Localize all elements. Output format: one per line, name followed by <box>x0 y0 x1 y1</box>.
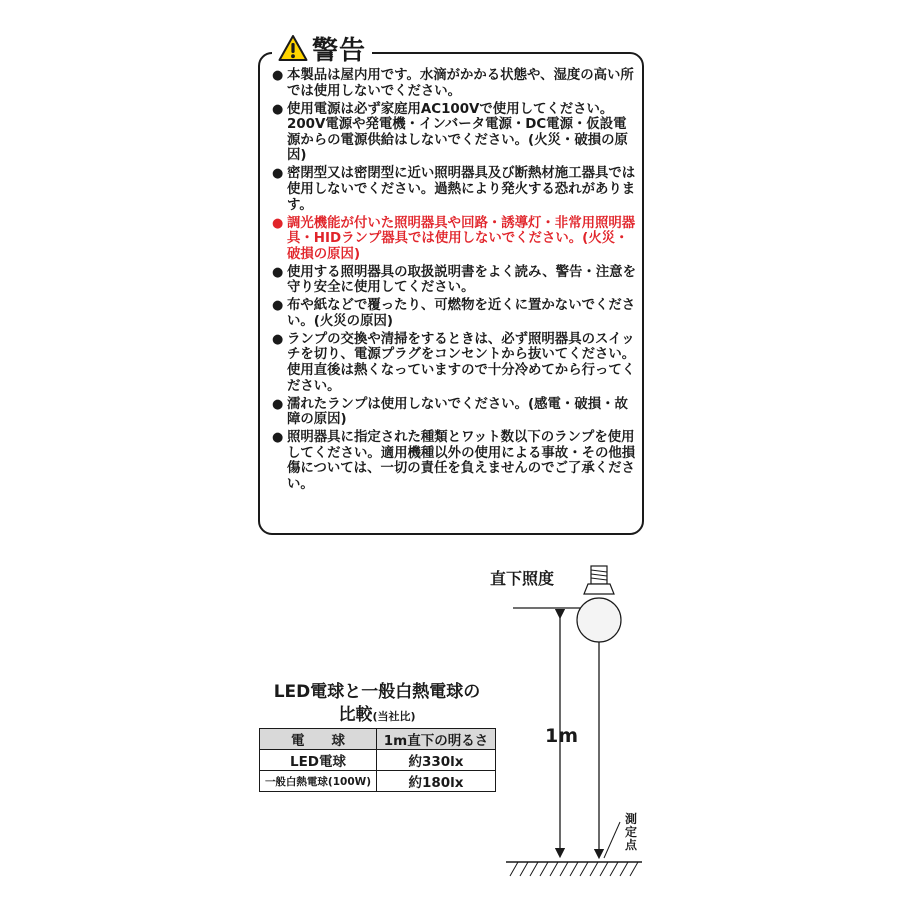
comparison-subtitle-main: 比較 <box>338 705 373 725</box>
warning-item: ● 本製品は屋内用です。水滴がかかる状態や、湿度の高い所では使用しないでください。 <box>272 68 638 99</box>
distance-label: 1m <box>545 725 579 747</box>
table-cell: 約180lx <box>377 771 496 792</box>
warning-item-highlighted: ● 調光機能が付いた照明器具や回路・誘導灯・非常用照明器具・HIDランプ器具では使用しないでください。(火災・破損の原因) <box>272 216 638 263</box>
diagram-title: 直下照度 <box>490 569 555 588</box>
measure-pointer-line <box>604 822 620 858</box>
table-header-bulb: 電 球 <box>260 729 377 750</box>
warning-item: ● 濡れたランプは使用しないでください。(感電・破損・故障の原因) <box>272 397 638 428</box>
table-cell: 約330lx <box>377 750 496 771</box>
warning-item: ● 使用電源は必ず家庭用AC100Vで使用してください。200V電源や発電機・インバータ電源・DC電源・仮設電源からの電源供給はしないでください。(火災・破損の原因) <box>272 102 638 164</box>
warning-item: ● 照明器具に指定された種類とワット数以下のランプを使用してください。適用機種以外の使用による事故・その他損傷については、一切の責任を負えませんのでご了承ください。 <box>272 430 638 492</box>
floor <box>506 862 642 876</box>
measure-point-label: 測定点 <box>625 812 638 852</box>
table-cell: 一般白熱電球(100W) <box>260 771 377 792</box>
warning-item: ● 布や紙などで覆ったり、可燃物を近くに置かないでください。(火災の原因) <box>272 298 638 329</box>
warning-item: ● 使用する照明器具の取扱説明書をよく読み、警告・注意を守り安全に使用してください。 <box>272 265 638 296</box>
comparison-title: LED電球と一般白熱電球の <box>273 682 481 702</box>
comparison-title-note: (当社比) <box>372 710 416 723</box>
table-header-brightness: 1m直下の明るさ <box>377 729 496 750</box>
led-bulb-icon <box>577 566 621 642</box>
warning-title: 警告 <box>312 35 367 66</box>
table-cell: LED電球 <box>260 750 377 771</box>
warning-item: ● ランプの交換や清掃をするときは、必ず照明器具のスイッチを切り、電源プラグをコンセントから抜いてください。使用直後は熱くなっていますので十分冷めてから行ってください。 <box>272 332 638 394</box>
warning-item: ● 密閉型又は密閉型に近い照明器具及び断熱材施工器具では使用しないでください。過熱により発火する恐れがあります。 <box>272 166 638 213</box>
